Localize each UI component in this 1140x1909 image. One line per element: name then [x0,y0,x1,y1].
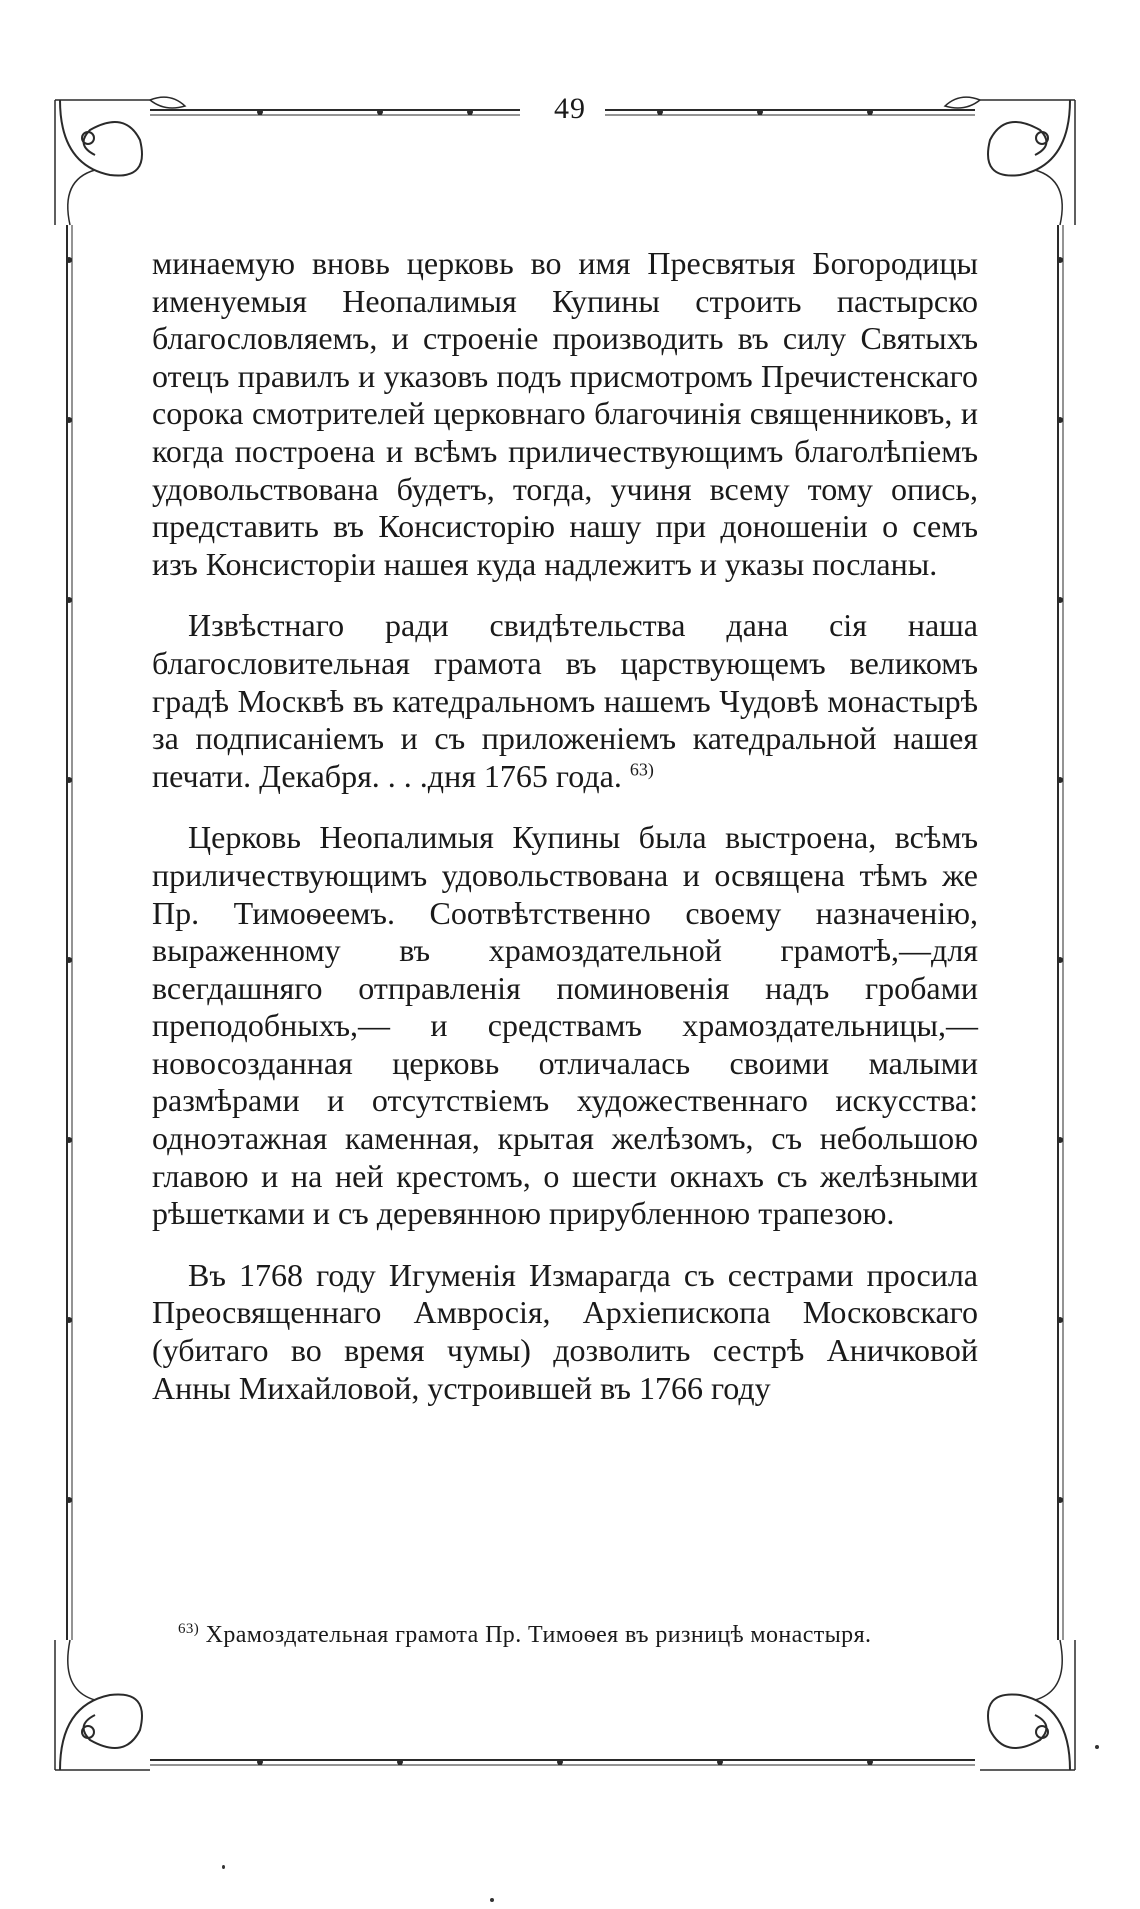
footnote [178,1620,978,1650]
paragraph-1: минаемую вновь церковь во имя Пресвятыя Богородицы именуемыя Неопалимыя Купины строить пастырско благословляемъ, и строеніе производить въ силу Святыхъ отецъ правилъ и указовъ подъ присмотромъ Пречистенскаго сорока смотрителей церковнаго благочинія священниковъ, и когда построена и всѣмъ приличествующимъ благолѣпіемъ удовольствована будетъ, тогда, учиня всему тому опись, представить въ Консисторію нашу при доношеніи о семъ изъ Консисторіи нашея куда надлежитъ и указы посланы. [152,245,978,582]
footnote-reference: 63) [629,759,654,780]
corner-ornament-bottom-right [980,1640,1075,1770]
paragraph-3: Церковь Неопалимыя Купины была выстроена, всѣмъ приличествующимъ удовольствована и освящена тѣмъ же Пр. Тимоѳеемъ. Соотвѣтственно своему назначенію, выраженному въ храмоздательной грамотѣ,—для всегдашняго отправленія поминовенія надъ гробами преподобныхъ,— и средствамъ храмоздательницы,—новосозданная церковь отличалась своими малыми размѣрами и отсутствіемъ художественнаго искусства: одноэтажная каменная, крытая желѣзомъ, съ небольшою главою и на ней крестомъ, о шести окнахъ съ желѣзными рѣшетками и съ деревянною прирубленною трапезою. [152,819,978,1232]
footnote-text: Храмоздательная грамота Пр. Тимоѳея въ ризницѣ монастыря. [205,1622,872,1648]
footnote-mark: 63) [178,1621,200,1637]
paragraph-2-text: Извѣстнаго ради свидѣтельства дана сія наша благословительная грамота въ царствующемъ великомъ градѣ Москвѣ въ катедральномъ нашемъ Чудовѣ монастырѣ за подписаніемъ и съ приложеніемъ катедральной нашея печати. Декабря. . . .дня 1765 года. [152,607,978,794]
paragraph-4: Въ 1768 году Игуменія Измарагда съ сестрами просила Преосвященнаго Амвросія, Архіепископа Московскаго (убитаго во время чумы) дозволить сестрѣ Аничковой Анны Михайловой, устроившей въ 1766 году [152,1256,978,1406]
print-speck [1095,1745,1099,1749]
print-speck [490,1898,494,1902]
right-rule [1058,225,1063,1640]
corner-ornament-bottom-left [55,1640,150,1770]
main-text [152,245,978,1407]
left-rule [67,225,72,1640]
page-number: 49 [554,92,586,125]
paragraph-2 [152,607,978,795]
print-speck [222,1865,225,1869]
